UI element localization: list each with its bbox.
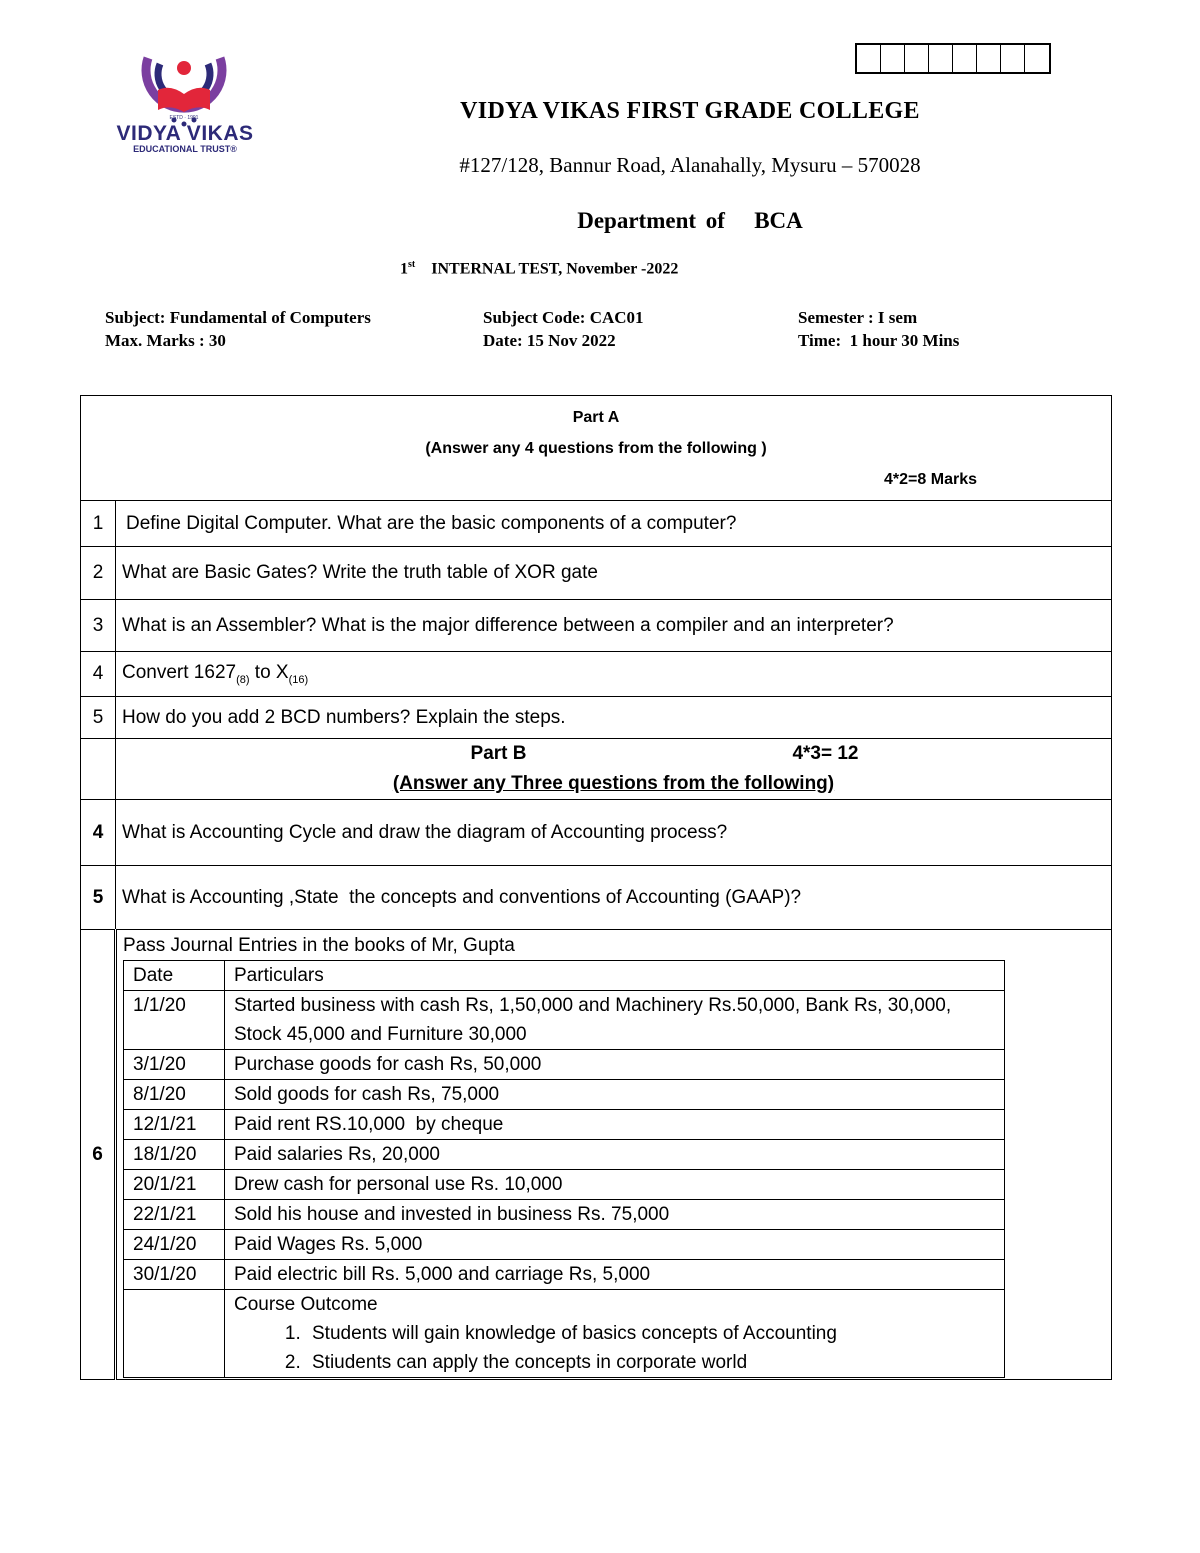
question-text	[116, 652, 1112, 697]
journal-date: 24/1/20	[124, 1230, 225, 1260]
part-b-marks: 4*3= 12	[792, 743, 859, 764]
logo-wordmark: VIDYA VIKAS	[116, 122, 254, 145]
logo-estd: ESTD · 1991	[169, 115, 199, 121]
course-outcome-list	[234, 1319, 995, 1377]
question-number: 1	[81, 501, 116, 547]
logo-subtitle: EDUCATIONAL TRUST®	[133, 144, 237, 154]
part-a-instruction: (Answer any 4 questions from the following )	[425, 439, 767, 457]
journal-row	[124, 1230, 1005, 1260]
journal-row	[124, 1110, 1005, 1140]
question-row	[81, 547, 1112, 600]
journal-particulars: Paid electric bill Rs. 5,000 and carriage Rs, 5,000	[225, 1260, 1005, 1290]
test-ordinal-suffix: st	[408, 259, 416, 270]
journal-row	[124, 1080, 1005, 1110]
journal-header-row	[124, 961, 1005, 991]
journal-particulars: Sold his house and invested in business Rs. 75,000	[225, 1200, 1005, 1230]
subject-label: Subject: Fundamental of Computers	[105, 308, 371, 327]
empty-date-cell	[124, 1290, 225, 1378]
register-box	[905, 45, 929, 72]
question-row	[81, 600, 1112, 652]
conversion-text: Convert 1627	[122, 662, 237, 684]
journal-row	[124, 1050, 1005, 1080]
subject-code-label: Subject Code: CAC01	[483, 308, 644, 327]
question-text: What are Basic Gates? Write the truth table of XOR gate	[116, 547, 1112, 600]
empty-number-cell	[81, 739, 116, 800]
journal-row	[124, 1260, 1005, 1290]
question-text: How do you add 2 BCD numbers? Explain the steps.	[116, 697, 1112, 739]
journal-particulars: Sold goods for cash Rs, 75,000	[225, 1080, 1005, 1110]
course-outcome-row	[124, 1290, 1005, 1378]
part-b-title-line	[122, 739, 1105, 769]
question-number: 2	[81, 547, 116, 600]
semester-label: Semester : I sem	[798, 308, 918, 327]
journal-col-particulars: Particulars	[225, 961, 1005, 991]
test-title	[400, 259, 678, 278]
register-number-boxes	[855, 43, 1051, 74]
part-b-header	[116, 739, 1112, 800]
register-box	[1025, 45, 1049, 72]
journal-date: 30/1/20	[124, 1260, 225, 1290]
question-row	[81, 501, 1112, 547]
journal-particulars: Paid salaries Rs, 20,000	[225, 1140, 1005, 1170]
journal-date: 22/1/21	[124, 1200, 225, 1230]
part-a-title: Part A	[572, 408, 620, 426]
question-number: 5	[81, 866, 116, 930]
question-number: 3	[81, 600, 116, 652]
register-box	[857, 45, 881, 72]
question-text: What is Accounting Cycle and draw the diagram of Accounting process?	[116, 800, 1112, 866]
question-row	[81, 800, 1112, 866]
journal-particulars: Purchase goods for cash Rs, 50,000	[225, 1050, 1005, 1080]
journal-date: 18/1/20	[124, 1140, 225, 1170]
question-text: Define Digital Computer. What are the basic components of a computer?	[116, 501, 1112, 547]
journal-date: 3/1/20	[124, 1050, 225, 1080]
register-box	[929, 45, 953, 72]
question-number: 4	[81, 652, 116, 697]
question-number: 4	[81, 800, 116, 866]
course-outcome-cell	[225, 1290, 1005, 1378]
question-number: 6	[81, 930, 116, 1380]
journal-date: 20/1/21	[124, 1170, 225, 1200]
register-box	[977, 45, 1001, 72]
test-ordinal: 1	[400, 260, 408, 278]
time-label: Time: 1 hour 30 Mins	[798, 331, 960, 350]
college-address: #127/128, Bannur Road, Alanahally, Mysuru – 570028	[459, 153, 921, 177]
question-number: 5	[81, 697, 116, 739]
question-row	[81, 697, 1112, 739]
question-text: What is Accounting ,State the concepts and conventions of Accounting (GAAP)?	[116, 866, 1112, 930]
journal-table	[123, 960, 1005, 1378]
journal-particulars: Paid Wages Rs. 5,000	[225, 1230, 1005, 1260]
question-journal-cell	[116, 930, 1112, 1380]
journal-row	[124, 1200, 1005, 1230]
part-b-title: Part B	[470, 743, 527, 764]
journal-col-date: Date	[124, 961, 225, 991]
journal-row	[124, 1170, 1005, 1200]
part-a-marks: 4*2=8 Marks	[884, 470, 977, 488]
base-subscript: (16)	[288, 673, 309, 686]
course-outcome-title: Course Outcome	[234, 1294, 378, 1315]
journal-particulars: Paid rent RS.10,000 by cheque	[225, 1110, 1005, 1140]
part-b-header-row	[81, 739, 1112, 800]
journal-date: 12/1/21	[124, 1110, 225, 1140]
part-b-instruction: (Answer any Three questions from the following)	[392, 773, 835, 794]
conversion-target: to X	[249, 662, 289, 684]
journal-row	[124, 1140, 1005, 1170]
register-box	[953, 45, 977, 72]
journal-intro: Pass Journal Entries in the books of Mr, Gupta	[123, 935, 515, 956]
department-title	[340, 208, 1040, 234]
date-label: Date: 15 Nov 2022	[483, 331, 616, 350]
part-a-header-row	[81, 396, 1112, 501]
department-text: Department of BCA	[577, 208, 803, 233]
base-subscript: (8)	[236, 673, 250, 686]
part-a-header	[81, 396, 1112, 501]
journal-particulars: Started business with cash Rs, 1,50,000 and Machinery Rs.50,000, Bank Rs, 30,000, Stock 45,000 and Furniture 30,000	[225, 991, 1005, 1050]
journal-date: 1/1/20	[124, 991, 225, 1050]
course-outcome-item: 2. Stiudents can apply the concepts in corporate world	[306, 1348, 995, 1377]
question-text: What is an Assembler? What is the major difference between a compiler and an interpreter?	[116, 600, 1112, 652]
journal-particulars: Drew cash for personal use Rs. 10,000	[225, 1170, 1005, 1200]
register-box	[881, 45, 905, 72]
max-marks-label: Max. Marks : 30	[105, 331, 226, 350]
question-row	[81, 866, 1112, 930]
course-outcome-item: 1. Students will gain knowledge of basics concepts of Accounting	[306, 1319, 995, 1348]
question-row	[81, 930, 1112, 1380]
question-table	[80, 395, 1112, 1380]
register-box	[1001, 45, 1025, 72]
college-name: VIDYA VIKAS FIRST GRADE COLLEGE	[460, 98, 920, 124]
journal-date: 8/1/20	[124, 1080, 225, 1110]
test-name: INTERNAL TEST, November -2022	[431, 260, 679, 278]
question-row	[81, 652, 1112, 697]
journal-row	[124, 991, 1005, 1050]
